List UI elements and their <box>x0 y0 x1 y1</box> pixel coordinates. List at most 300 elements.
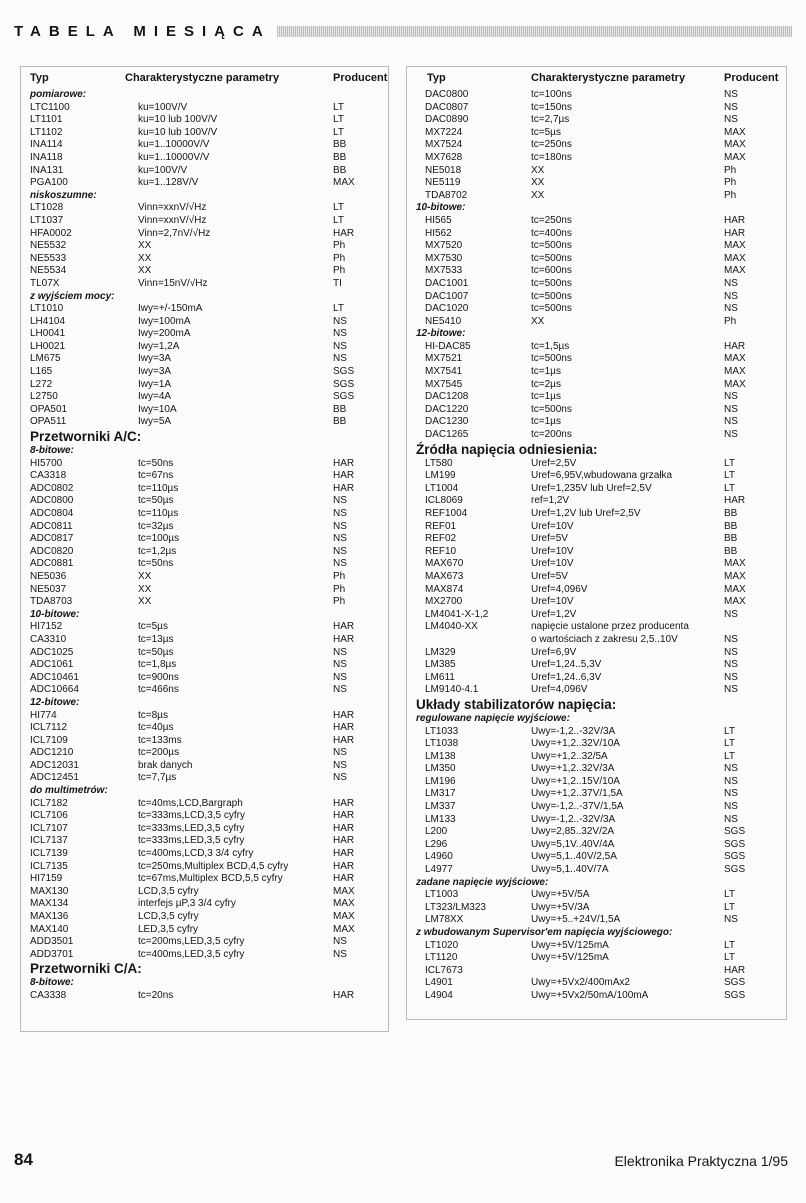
cell-type: LM78XX <box>425 914 464 926</box>
cell-params: LCD,3,5 cyfry <box>138 885 199 897</box>
table-row <box>21 710 388 723</box>
table-row <box>407 470 786 483</box>
table-row <box>407 495 786 508</box>
section-heading: Przetworniki C/A: <box>30 961 142 977</box>
table-row <box>407 177 786 190</box>
header-producer: Producent <box>724 72 779 84</box>
cell-producer: HAR <box>333 835 355 847</box>
table-row <box>21 760 388 773</box>
cell-type: LT1033 <box>425 725 459 737</box>
cell-producer: MAX <box>333 885 355 897</box>
table-row <box>21 798 388 811</box>
cell-type: ADC0800 <box>30 495 74 507</box>
table-row <box>407 228 786 241</box>
cell-producer: LT <box>333 126 344 138</box>
table-row <box>21 898 388 911</box>
cell-producer: Ph <box>724 189 737 201</box>
table-row <box>407 672 786 685</box>
cell-producer: SGS <box>724 977 746 989</box>
cell-producer: NS <box>333 520 347 532</box>
cell-type: OPA501 <box>30 403 68 415</box>
table-row <box>21 139 388 152</box>
cell-producer: BB <box>333 403 347 415</box>
table-body <box>407 89 786 1003</box>
cell-producer: NS <box>724 659 738 671</box>
cell-params: Uref=1,2V <box>531 608 577 620</box>
cell-params: tc=40ms,LCD,Bargraph <box>138 797 243 809</box>
cell-params: tc=67ns <box>138 470 174 482</box>
cell-producer: HAR <box>333 797 355 809</box>
cell-type: ADC10664 <box>30 684 79 696</box>
cell-producer: HAR <box>333 709 355 721</box>
table-row <box>407 684 786 697</box>
table-row <box>407 429 786 442</box>
cell-producer: NS <box>333 533 347 545</box>
cell-producer: NS <box>333 315 347 327</box>
table-row <box>21 366 388 379</box>
table-row <box>407 584 786 597</box>
cell-params: tc=250ns <box>531 214 572 226</box>
table-row <box>21 634 388 647</box>
cell-type: HI565 <box>425 214 452 226</box>
cell-type: ICL7139 <box>30 848 68 860</box>
cell-params: Uwy=+5..+24V/1,5A <box>531 914 621 926</box>
cell-params: Vinn=xxnV/√Hz <box>138 214 207 226</box>
cell-type: ADD3501 <box>30 936 74 948</box>
cell-params: Uref=5V <box>531 570 568 582</box>
cell-producer: SGS <box>724 826 746 838</box>
cell-type: L296 <box>425 838 448 850</box>
cell-producer: NS <box>333 759 347 771</box>
cell-producer: HAR <box>333 810 355 822</box>
cell-type: NE5410 <box>425 315 462 327</box>
subsection-heading: niskoszumne: <box>30 189 97 201</box>
cell-params: Uref=10V <box>531 558 574 570</box>
cell-type: REF10 <box>425 545 457 557</box>
cell-type: TDA8703 <box>30 596 73 608</box>
cell-type: HI562 <box>425 227 452 239</box>
cell-type: LT323/LM323 <box>425 901 486 913</box>
cell-producer: BB <box>724 508 738 519</box>
cell-params: tc=2,7µs <box>531 114 570 126</box>
journal-name: Elektronika Praktyczna 1/95 <box>614 1153 788 1169</box>
cell-type: DAC1208 <box>425 391 469 403</box>
cell-type: ICL7137 <box>30 835 68 847</box>
cell-producer: LT <box>724 738 735 750</box>
table-row <box>21 215 388 228</box>
table-row <box>407 291 786 304</box>
cell-type: ADC0804 <box>30 508 74 519</box>
cell-type: MAX140 <box>30 923 69 935</box>
cell-params: tc=133ms <box>138 734 182 746</box>
table-row <box>21 949 388 962</box>
cell-params: Uref=6,95V,wbudowana grzałka <box>531 470 673 482</box>
section-heading: Przetworniki A/C: <box>30 429 142 445</box>
table-row <box>21 265 388 278</box>
cell-producer: NS <box>724 646 738 658</box>
table-row <box>407 952 786 965</box>
table-row <box>21 924 388 937</box>
table-row <box>21 990 388 1003</box>
cell-type: LM4040-XX <box>425 621 478 633</box>
cell-params: Iwy=200mA <box>138 328 191 340</box>
table-row <box>21 722 388 735</box>
cell-producer: SGS <box>724 989 746 1001</box>
cell-params: Uref=6,9V <box>531 646 577 658</box>
cell-params: tc=180ns <box>531 151 572 163</box>
cell-params: tc=150ns <box>531 101 572 113</box>
cell-params: Uwy=-1,2..-37V/1,5A <box>531 801 624 813</box>
cell-producer: SGS <box>333 378 355 390</box>
cell-producer: HAR <box>333 482 355 494</box>
cell-params: Vinn=2,7nV/√Hz <box>138 227 211 239</box>
table-row <box>21 228 388 241</box>
cell-type: LM337 <box>425 801 456 813</box>
cell-type: L272 <box>30 378 53 390</box>
cell-params: tc=8µs <box>138 709 168 721</box>
cell-producer: NS <box>724 114 738 126</box>
cell-type: L4977 <box>425 864 453 876</box>
cell-type: LT1038 <box>425 738 459 750</box>
table-row <box>407 814 786 827</box>
cell-producer: NS <box>724 416 738 428</box>
cell-producer: NS <box>724 684 738 696</box>
cell-params: tc=110µs <box>138 482 179 494</box>
table-row <box>407 253 786 266</box>
cell-type: L4901 <box>425 977 453 989</box>
cell-type: ICL7182 <box>30 797 68 809</box>
cell-producer: MAX <box>724 240 746 252</box>
table-row <box>407 533 786 546</box>
cell-params: Vinn=xxnV/√Hz <box>138 202 207 214</box>
cell-params: ku=100V/V <box>138 101 188 113</box>
cell-params: Uref=10V <box>531 520 574 532</box>
table-row <box>407 353 786 366</box>
subsection-heading: do multimetrów: <box>30 785 108 797</box>
cell-params: tc=5µs <box>138 621 168 633</box>
cell-producer: LT <box>333 303 344 315</box>
table-row <box>21 508 388 521</box>
cell-type: HI7159 <box>30 873 63 885</box>
cell-params: Uref=1,24..5,3V <box>531 659 602 671</box>
header-typ: Typ <box>427 72 446 84</box>
cell-params: tc=200ms,LED,3,5 cyfry <box>138 936 245 948</box>
table-row <box>407 139 786 152</box>
cell-params: Iwy=+/-150mA <box>138 303 203 315</box>
cell-params: XX <box>531 189 545 201</box>
cell-producer: NS <box>333 495 347 507</box>
cell-params: Uwy=+5V/5A <box>531 889 590 901</box>
cell-type: LT1102 <box>30 126 63 138</box>
cell-producer: LT <box>724 901 735 913</box>
subsection-heading: 8-bitowe: <box>30 977 74 989</box>
cell-type: ADC0817 <box>30 533 74 545</box>
table-row <box>21 886 388 899</box>
cell-type: MAX874 <box>425 583 464 595</box>
cell-params: tc=1,5µs <box>531 340 570 352</box>
cell-producer: HAR <box>724 495 746 507</box>
cell-params: Iwy=3A <box>138 353 172 365</box>
cell-producer: NS <box>724 290 738 302</box>
cell-type: NE5037 <box>30 583 67 595</box>
section-heading: Źródła napięcia odniesienia: <box>416 441 598 457</box>
table-row <box>21 521 388 534</box>
cell-producer: MAX <box>333 177 355 189</box>
cell-producer: MAX <box>724 596 746 608</box>
table-row <box>407 621 786 634</box>
cell-producer: MAX <box>724 252 746 264</box>
cell-params: ku=10 lub 100V/V <box>138 114 218 126</box>
cell-type: LT1037 <box>30 214 64 226</box>
table-row <box>407 215 786 228</box>
cell-params: tc=100µs <box>138 533 180 545</box>
cell-type: LH0021 <box>30 340 66 352</box>
table-row <box>21 177 388 190</box>
cell-params: Uwy=+1,2..32V/10A <box>531 738 620 750</box>
cell-params: Uref=1,24..6,3V <box>531 671 602 683</box>
cell-params: Uwy=+5Vx2/400mAx2 <box>531 977 630 989</box>
table-row <box>407 558 786 571</box>
cell-params: Uref=4,096V <box>531 583 588 595</box>
cell-params: tc=400ns <box>531 227 572 239</box>
cell-producer: NS <box>333 558 347 570</box>
cell-producer: HAR <box>333 873 355 885</box>
table-row <box>21 303 388 316</box>
cell-type: LTC1100 <box>30 101 70 113</box>
cell-params: tc=5µs <box>531 126 561 138</box>
table-row <box>21 835 388 848</box>
cell-producer: LT <box>724 482 735 494</box>
cell-params: XX <box>531 315 545 327</box>
cell-type: LM350 <box>425 763 456 775</box>
cell-type: MX7628 <box>425 151 463 163</box>
cell-type: DAC0800 <box>425 89 469 100</box>
table-row <box>21 416 388 429</box>
cell-params: Uref=10V <box>531 545 574 557</box>
cell-type: ICL7109 <box>30 734 68 746</box>
cell-params: tc=200ns <box>531 429 572 441</box>
cell-producer: NS <box>724 763 738 775</box>
cell-type: MX7524 <box>425 139 463 151</box>
cell-params: XX <box>531 164 545 176</box>
cell-type: LM199 <box>425 470 456 482</box>
cell-producer: NS <box>333 545 347 557</box>
cell-type: LT1020 <box>425 939 459 951</box>
cell-type: LM4041-X-1,2 <box>425 608 489 620</box>
table-row <box>407 89 786 102</box>
cell-producer: MAX <box>724 353 746 365</box>
cell-type: REF1004 <box>425 508 468 519</box>
cell-producer: Ph <box>333 583 346 595</box>
header-params: Charakterystyczne parametry <box>531 72 686 84</box>
cell-producer: HAR <box>333 848 355 860</box>
cell-producer: MAX <box>724 126 746 138</box>
table-row <box>407 571 786 584</box>
cell-producer: HAR <box>333 633 355 645</box>
table-row <box>407 609 786 622</box>
cell-params: tc=1µs <box>531 416 561 428</box>
table-row <box>21 114 388 127</box>
cell-producer: BB <box>333 416 347 428</box>
cell-params: Uref=4,096V <box>531 684 588 696</box>
table-row <box>21 533 388 546</box>
cell-params: tc=500ns <box>531 353 572 365</box>
table-row <box>407 483 786 496</box>
cell-producer: BB <box>724 533 738 545</box>
cell-producer: MAX <box>724 570 746 582</box>
cell-producer: LT <box>724 725 735 737</box>
cell-params: tc=250ns <box>531 139 572 151</box>
table-row <box>21 571 388 584</box>
cell-producer: HAR <box>333 621 355 633</box>
table-row <box>407 965 786 978</box>
cell-params: ku=1..128V/V <box>138 177 199 189</box>
cell-producer: TI <box>333 277 342 289</box>
table-row <box>407 127 786 140</box>
cell-params: Iwy=10A <box>138 403 177 415</box>
cell-producer: Ph <box>333 252 346 264</box>
table-row <box>407 521 786 534</box>
cell-type: INA114 <box>30 139 63 151</box>
cell-producer: NS <box>333 684 347 696</box>
table-row <box>407 839 786 852</box>
cell-type: DAC0807 <box>425 101 469 113</box>
cell-producer: HAR <box>724 214 746 226</box>
cell-type: HI7152 <box>30 621 63 633</box>
table-row <box>21 672 388 685</box>
cell-params: XX <box>138 240 152 252</box>
cell-params: Uwy=+5Vx2/50mA/100mA <box>531 989 649 1001</box>
cell-type: LM196 <box>425 775 456 787</box>
cell-producer: Ph <box>724 177 737 189</box>
cell-producer: Ph <box>724 164 737 176</box>
cell-type: NE5036 <box>30 570 67 582</box>
cell-type: REF01 <box>425 520 457 532</box>
cell-type: LH4104 <box>30 315 66 327</box>
cell-producer: NS <box>333 508 347 519</box>
table-row <box>21 495 388 508</box>
cell-params: tc=1µs <box>531 391 561 403</box>
table-row <box>407 851 786 864</box>
cell-producer: HAR <box>724 964 746 976</box>
header-pattern-bar <box>277 26 792 37</box>
table-row <box>21 240 388 253</box>
cell-type: DAC1220 <box>425 403 469 415</box>
table-row <box>21 353 388 366</box>
cell-type: DAC1020 <box>425 303 469 315</box>
cell-producer: NS <box>333 328 347 340</box>
cell-params: tc=400ms,LCD,3 3/4 cyfry <box>138 848 254 860</box>
cell-params: Uwy=+1,2..37V/1,5A <box>531 788 623 800</box>
table-row <box>21 316 388 329</box>
table-row <box>407 776 786 789</box>
cell-type: LT1028 <box>30 202 64 214</box>
cell-params: napięcie ustalone przez producenta <box>531 621 689 633</box>
table-row <box>21 102 388 115</box>
cell-producer: LT <box>724 750 735 762</box>
table-row <box>407 404 786 417</box>
cell-producer: SGS <box>724 838 746 850</box>
table-row <box>407 726 786 739</box>
table-row <box>407 864 786 877</box>
table-row <box>21 810 388 823</box>
cell-type: TL07X <box>30 277 60 289</box>
cell-producer: Ph <box>333 240 346 252</box>
cell-producer: NS <box>724 303 738 315</box>
cell-type: L4904 <box>425 989 453 1001</box>
subsection-heading: 10-bitowe: <box>416 202 466 214</box>
cell-type: ADC1061 <box>30 659 74 671</box>
cell-params: Uwy=+1,2..32/5A <box>531 750 608 762</box>
cell-type: MX7545 <box>425 378 463 390</box>
cell-params: tc=1,8µs <box>138 659 177 671</box>
cell-producer: Ph <box>333 570 346 582</box>
cell-producer: Ph <box>333 596 346 608</box>
cell-producer: LT <box>724 457 735 469</box>
table-row <box>407 303 786 316</box>
cell-type: NE5018 <box>425 164 462 176</box>
left-table <box>20 66 389 1032</box>
subsection-heading: 12-bitowe: <box>30 696 80 708</box>
cell-type: ADC0811 <box>30 520 73 532</box>
cell-params: tc=20ns <box>138 989 174 1001</box>
table-row <box>407 990 786 1003</box>
cell-params: LED,3,5 cyfry <box>138 923 199 935</box>
table-row <box>21 936 388 949</box>
cell-params: tc=500ns <box>531 290 572 302</box>
cell-producer: BB <box>724 545 738 557</box>
cell-type: MX7533 <box>425 265 463 277</box>
cell-type: MAX670 <box>425 558 464 570</box>
page-number: 84 <box>14 1150 33 1169</box>
table-row <box>21 328 388 341</box>
table-row <box>21 558 388 571</box>
table-row <box>407 546 786 559</box>
cell-producer: NS <box>333 948 347 960</box>
cell-type: ICL7673 <box>425 964 463 976</box>
table-row <box>21 659 388 672</box>
cell-producer: LT <box>724 939 735 951</box>
cell-params: XX <box>138 265 152 277</box>
cell-type: LT1101 <box>30 114 63 126</box>
cell-producer: HAR <box>333 722 355 734</box>
table-row <box>407 889 786 902</box>
table-row <box>21 621 388 634</box>
table-row <box>407 416 786 429</box>
cell-type: LT1120 <box>425 952 458 964</box>
cell-type: LM385 <box>425 659 456 671</box>
cell-params: tc=50µs <box>138 646 174 658</box>
table-row <box>21 861 388 874</box>
cell-params: tc=67ms,Multiplex BCD,5,5 cyfry <box>138 873 283 885</box>
table-row <box>407 316 786 329</box>
cell-producer: HAR <box>724 340 746 352</box>
cell-producer: NS <box>333 747 347 759</box>
cell-type: CA3318 <box>30 470 67 482</box>
table-row <box>21 584 388 597</box>
table-row <box>21 470 388 483</box>
cell-params: o wartościach z zakresu 2,5..10V <box>531 633 678 645</box>
cell-params: tc=110µs <box>138 508 179 519</box>
cell-params: tc=466ns <box>138 684 179 696</box>
cell-params: brak danych <box>138 759 193 771</box>
cell-params: tc=500ns <box>531 303 572 315</box>
cell-type: LT580 <box>425 457 453 469</box>
table-body <box>21 89 388 1003</box>
cell-type: MX2700 <box>425 596 463 608</box>
cell-type: HI5700 <box>30 457 63 469</box>
cell-params: Uwy=5,1..40V/2,5A <box>531 851 617 863</box>
